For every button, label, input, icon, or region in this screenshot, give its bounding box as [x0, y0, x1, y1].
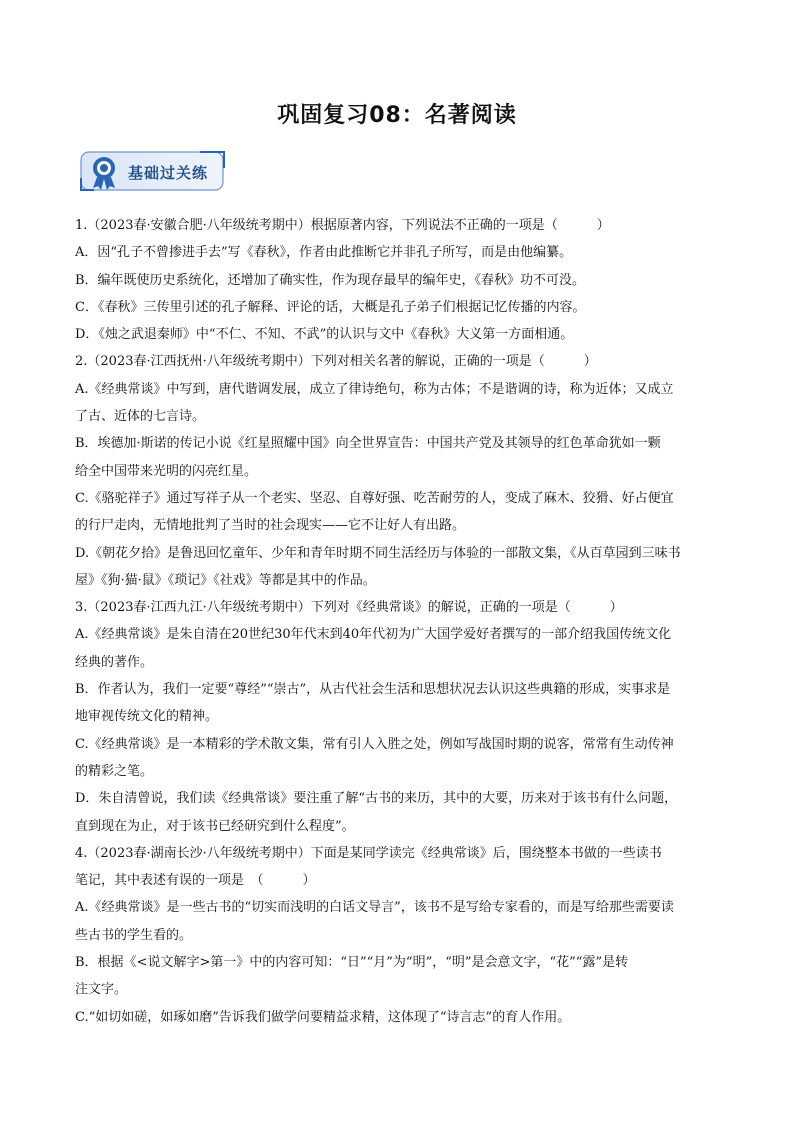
- text-line: D．《烛之武退秦师》中“不仁、不知、不武”的认识与文中《春秋》大义第一方面相通。: [75, 327, 574, 343]
- text-line: 屋》《狗·猫·鼠》《琐记》《社戏》等都是其中的作品。: [75, 572, 376, 588]
- text-line: 2.（2023春·江西抚州·八年级统考期中）下列对相关名著的解说，正确的一项是（ ）: [75, 354, 597, 370]
- text-line: C.《骆驼祥子》通过写祥子从一个老实、坚忍、自尊好强、吃苦耐劳的人，变成了麻木、狡猾、好占便宜: [75, 490, 674, 506]
- text-line: 些古书的学生看的。: [75, 927, 193, 943]
- text-line: 了古、近体的七言诗。: [75, 409, 206, 425]
- text-line: 的行尸走肉，无情地批判了当时的社会现实——它不让好人有出路。: [75, 518, 466, 534]
- text-line: D.《朝花夕拾》是鲁迅回忆童年、少年和青年时期不同生活经历与体验的一部散文集，《从百草园到三味书: [75, 545, 681, 561]
- text-line: B．编年既使历史系统化，还增加了确实性，作为现存最早的编年史，《春秋》功不可没。: [75, 272, 586, 288]
- text-line: 3.（2023春·江西九江·八年级统考期中）下列对《经典常谈》的解说，正确的一项是（ ）: [75, 600, 623, 616]
- section-badge-label: 基础过关练: [128, 164, 209, 182]
- text-line: 直到现在为止，对于该书已经研究到什么程度”。: [75, 818, 355, 834]
- text-line: C.“如切如磋，如琢如磨”告诉我们做学问要精益求精，这体现了“诗言志”的育人作用。: [75, 1009, 571, 1025]
- text-line: 给全中国带来光明的闪亮红星。: [75, 463, 258, 479]
- text-line: 笔记，其中表述有误的一项是 （ ）: [75, 873, 316, 889]
- text-line: 4.（2023春·湖南长沙·八年级统考期中）下面是某同学读完《经典常谈》后，围绕整本书做的一些读书: [75, 845, 662, 861]
- page-title: 巩固复习08：名著阅读: [277, 103, 517, 128]
- text-line: 地审视传统文化的精神。: [75, 709, 219, 725]
- text-line: A.《经典常谈》是朱自清在20世纪30年代末到40年代初为广大国学爱好者撰写的一部介绍我国传统文化: [75, 627, 672, 643]
- text-line: B．根据《<说文解字>第一》中的内容可知：“日”“月”为“明”，“明”是会意文字，“花”“露”是转: [75, 955, 629, 971]
- text-line: B．作者认为，我们一定要“尊经”“崇古”，从古代社会生活和思想状况去认识这些典籍的形成，实事求是: [75, 682, 671, 698]
- text-line: 经典的著作。: [75, 654, 154, 670]
- text-line: A.《经典常谈》是一些古书的“切实而浅明的白话文导言”，该书不是写给专家看的，而是写给那些需要读: [75, 900, 674, 916]
- text-line: 1.（2023春·安徽合肥·八年级统考期中）根据原著内容，下列说法不正确的一项是（ ）: [75, 218, 610, 233]
- text-line: C.《经典常谈》是一本精彩的学术散文集，常有引人入胜之处，例如写战国时期的说客，常常有生动传神: [75, 736, 674, 752]
- text-line: C．《春秋》三传里引述的孔子解释、评论的话，大概是孔子弟子们根据记忆传播的内容。: [75, 299, 586, 315]
- text-line: A．因“孔子不曾掺进手去”写《春秋》，作者由此推断它并非孔子所写，而是由他编纂。: [75, 245, 573, 261]
- question-list: [75, 212, 725, 1031]
- text-line: D．朱自清曾说，我们读《经典常谈》要注重了解“古书的来历，其中的大要，历来对于该书有什么问题，: [75, 791, 678, 807]
- text-line: B．埃德加·斯诺的传记小说《红星照耀中国》向全世界宣告：中国共产党及其领导的红色革命犹如一颗: [75, 436, 661, 452]
- text-line: 注文字。: [75, 982, 128, 998]
- text-line: A.《经典常谈》中写到，唐代谐调发展，成立了律诗绝句，称为古体；不是谐调的诗，称为近体；又成立: [75, 381, 674, 397]
- text-line: 的精彩之笔。: [75, 763, 154, 779]
